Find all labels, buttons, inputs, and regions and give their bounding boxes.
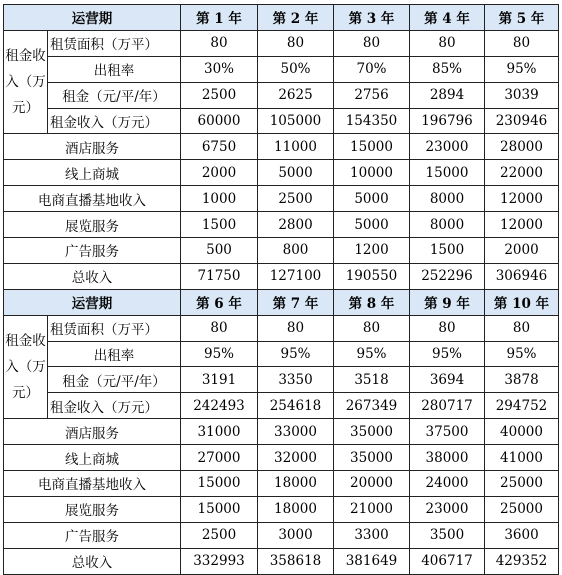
value-cell: 800 [258,238,334,264]
value-cell: 1500 [410,238,485,264]
table-row [4,419,559,445]
value-cell: 358618 [258,548,334,574]
value-cell: 2625 [258,82,334,108]
value-cell: 80 [258,30,334,56]
value-cell: 267349 [334,393,410,419]
row-label: 酒店服务 [4,134,181,160]
row-label: 出租率 [48,56,181,82]
value-cell: 3878 [485,367,559,393]
value-cell: 12000 [485,186,559,212]
row-label: 线上商城 [4,445,181,471]
row-label: 展览服务 [4,496,181,522]
value-cell: 95% [258,341,334,367]
value-cell: 127100 [258,263,334,289]
value-cell: 35000 [334,445,410,471]
value-cell: 22000 [485,160,559,186]
row-label: 出租率 [48,341,181,367]
value-cell: 15000 [334,134,410,160]
revenue-table [3,4,559,575]
row-label: 租赁面积（万平） [48,30,181,56]
value-cell: 1200 [334,238,410,264]
value-cell: 50% [258,56,334,82]
header-year: 第 8 年 [334,289,410,315]
value-cell: 381649 [334,548,410,574]
value-cell: 15000 [181,496,258,522]
row-label: 租金（元/平/年） [48,82,181,108]
value-cell: 2000 [181,160,258,186]
value-cell: 2756 [334,82,410,108]
header-period: 运营期 [4,5,181,31]
value-cell: 105000 [258,108,334,134]
row-label: 租赁面积（万平） [48,315,181,341]
table-row [4,160,559,186]
table-row [4,186,559,212]
value-cell: 15000 [181,471,258,497]
value-cell: 2500 [258,186,334,212]
table-row [4,212,559,238]
value-cell: 15000 [410,160,485,186]
value-cell: 2894 [410,82,485,108]
table-row [4,496,559,522]
value-cell: 25000 [485,471,559,497]
table-row [4,393,559,419]
value-cell: 6750 [181,134,258,160]
value-cell: 37500 [410,419,485,445]
value-cell: 24000 [410,471,485,497]
value-cell: 3000 [258,522,334,548]
row-label: 广告服务 [4,522,181,548]
value-cell: 80 [181,315,258,341]
value-cell: 80 [334,315,410,341]
value-cell: 1000 [181,186,258,212]
value-cell: 33000 [258,419,334,445]
header-period: 运营期 [4,289,181,315]
row-label: 展览服务 [4,212,181,238]
value-cell: 3350 [258,367,334,393]
value-cell: 38000 [410,445,485,471]
value-cell: 32000 [258,445,334,471]
value-cell: 20000 [334,471,410,497]
table-row [4,108,559,134]
value-cell: 190550 [334,263,410,289]
value-cell: 230946 [485,108,559,134]
value-cell: 2500 [181,522,258,548]
value-cell: 3500 [410,522,485,548]
value-cell: 254618 [258,393,334,419]
row-label: 酒店服务 [4,419,181,445]
value-cell: 80 [258,315,334,341]
value-cell: 80 [181,30,258,56]
value-cell: 80 [485,30,559,56]
table-row [4,445,559,471]
row-label: 租金收入（万元） [48,108,181,134]
value-cell: 27000 [181,445,258,471]
value-cell: 30% [181,56,258,82]
value-cell: 35000 [334,419,410,445]
header-row [4,289,559,315]
value-cell: 21000 [334,496,410,522]
header-year: 第 3 年 [334,5,410,31]
value-cell: 332993 [181,548,258,574]
value-cell: 25000 [485,496,559,522]
value-cell: 2500 [181,82,258,108]
value-cell: 10000 [334,160,410,186]
row-label: 租金（元/平/年） [48,367,181,393]
row-label: 电商直播基地收入 [4,186,181,212]
value-cell: 5000 [258,160,334,186]
value-cell: 8000 [410,212,485,238]
rent-income-group-label: 租金收入（万元） [4,30,48,134]
value-cell: 252296 [410,263,485,289]
value-cell: 95% [334,341,410,367]
value-cell: 242493 [181,393,258,419]
value-cell: 2000 [485,238,559,264]
value-cell: 154350 [334,108,410,134]
value-cell: 28000 [485,134,559,160]
value-cell: 80 [410,315,485,341]
header-year: 第 1 年 [181,5,258,31]
table-row [4,134,559,160]
table-row [4,30,559,56]
value-cell: 306946 [485,263,559,289]
value-cell: 85% [410,56,485,82]
value-cell: 3518 [334,367,410,393]
value-cell: 8000 [410,186,485,212]
row-label: 线上商城 [4,160,181,186]
caption-cutoff [150,567,380,572]
header-year: 第 9 年 [410,289,485,315]
header-year: 第 6 年 [181,289,258,315]
row-label: 租金收入（万元） [48,393,181,419]
header-year: 第 10 年 [485,289,559,315]
value-cell: 23000 [410,496,485,522]
table-row [4,522,559,548]
value-cell: 3600 [485,522,559,548]
header-year: 第 5 年 [485,5,559,31]
value-cell: 3694 [410,367,485,393]
value-cell: 196796 [410,108,485,134]
table-row [4,238,559,264]
row-label: 广告服务 [4,238,181,264]
row-label: 总收入 [4,548,181,574]
table-row [4,367,559,393]
header-year: 第 2 年 [258,5,334,31]
value-cell: 31000 [181,419,258,445]
value-cell: 406717 [410,548,485,574]
value-cell: 2800 [258,212,334,238]
rent-income-group-label: 租金收入（万元） [4,315,48,419]
header-row [4,5,559,31]
value-cell: 70% [334,56,410,82]
value-cell: 11000 [258,134,334,160]
value-cell: 95% [485,56,559,82]
value-cell: 1500 [181,212,258,238]
value-cell: 12000 [485,212,559,238]
header-year: 第 7 年 [258,289,334,315]
value-cell: 429352 [485,548,559,574]
value-cell: 41000 [485,445,559,471]
value-cell: 5000 [334,186,410,212]
value-cell: 60000 [181,108,258,134]
table-row [4,315,559,341]
value-cell: 5000 [334,212,410,238]
value-cell: 40000 [485,419,559,445]
value-cell: 500 [181,238,258,264]
value-cell: 280717 [410,393,485,419]
value-cell: 294752 [485,393,559,419]
value-cell: 23000 [410,134,485,160]
value-cell: 95% [410,341,485,367]
value-cell: 18000 [258,496,334,522]
value-cell: 95% [485,341,559,367]
row-label: 总收入 [4,263,181,289]
value-cell: 18000 [258,471,334,497]
table-row [4,56,559,82]
row-label: 电商直播基地收入 [4,471,181,497]
value-cell: 95% [181,341,258,367]
table-row [4,341,559,367]
value-cell: 3039 [485,82,559,108]
value-cell: 3300 [334,522,410,548]
table-row [4,471,559,497]
header-year: 第 4 年 [410,5,485,31]
value-cell: 80 [485,315,559,341]
table-row [4,263,559,289]
table-row [4,82,559,108]
value-cell: 3191 [181,367,258,393]
value-cell: 80 [410,30,485,56]
value-cell: 80 [334,30,410,56]
value-cell: 71750 [181,263,258,289]
